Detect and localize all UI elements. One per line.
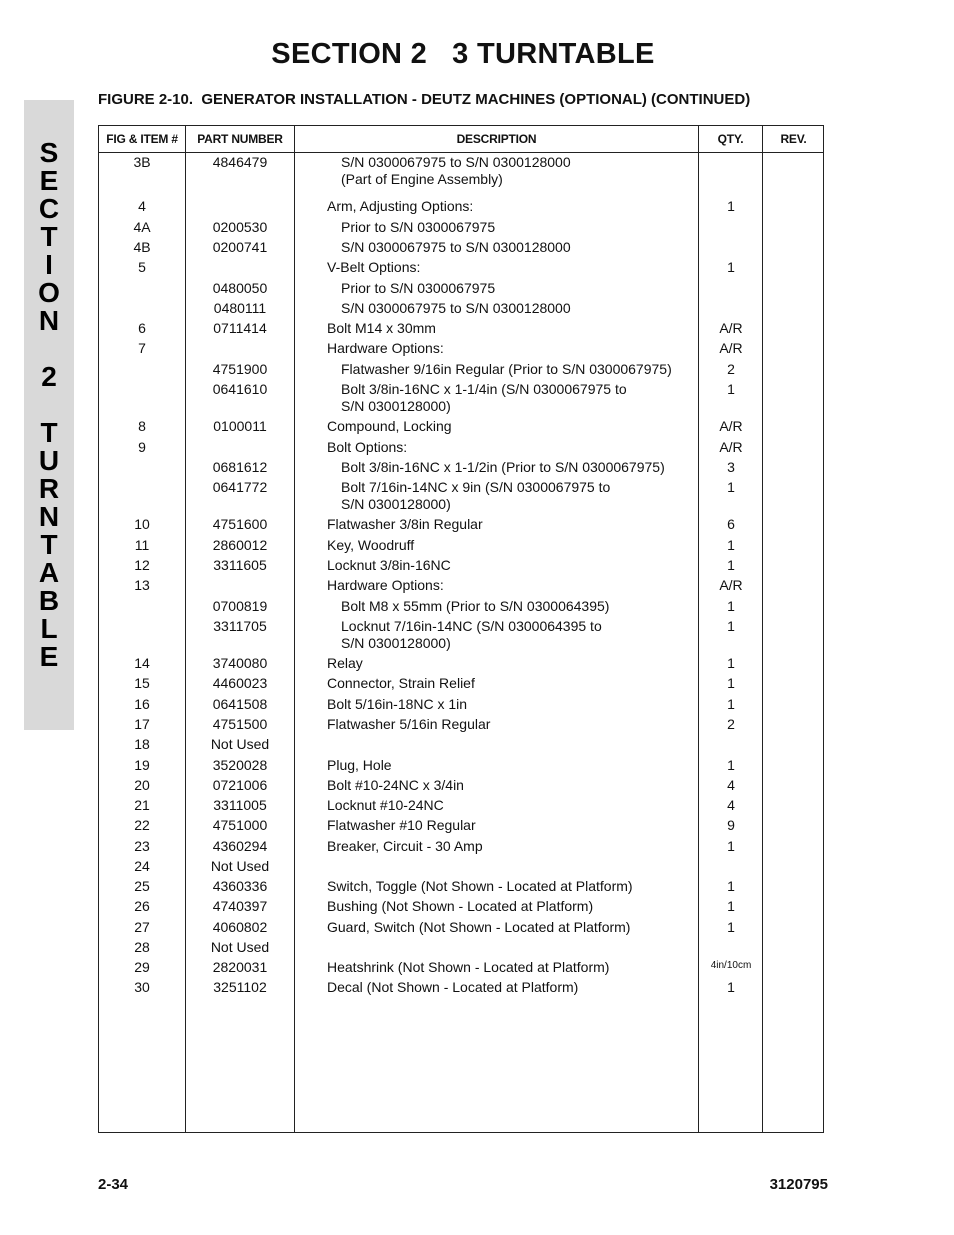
part-number-cell: 0480111	[213, 300, 267, 316]
part-number-cell: 3251102	[213, 979, 267, 995]
header-description: DESCRIPTION	[456, 132, 537, 146]
side-tab-letter: S	[39, 137, 59, 168]
item-number-cell: 4B	[133, 239, 151, 255]
side-tab-letter: C	[38, 193, 60, 224]
description-cell: Guard, Switch (Not Shown - Located at Platform)	[327, 919, 631, 935]
part-number-cell: 4846479	[212, 154, 268, 170]
qty-cell: A/R	[719, 340, 743, 356]
part-number-cell: 4751900	[212, 361, 268, 377]
description-cell: Flatwasher #10 Regular	[327, 817, 476, 833]
description-cell: V-Belt Options:	[327, 259, 421, 275]
qty-cell: 1	[727, 898, 735, 914]
section-side-tab	[24, 100, 74, 730]
qty-cell: 1	[727, 259, 735, 275]
part-number-cell: 3740080	[212, 655, 268, 671]
side-tab-letter: T	[40, 221, 58, 252]
item-number-cell: 5	[138, 259, 146, 275]
qty-cell: 4	[727, 797, 735, 813]
part-number-cell: 0641508	[212, 696, 268, 712]
side-tab-letter: 2	[41, 361, 57, 392]
part-number-cell: 4460023	[212, 675, 268, 691]
side-tab-letter: I	[45, 249, 53, 280]
item-number-cell: 25	[134, 878, 150, 894]
part-number-cell: 4751600	[212, 516, 268, 532]
part-number-cell: Not Used	[210, 858, 270, 874]
part-number-cell: 3311605	[213, 557, 267, 573]
side-tab-letter: N	[38, 305, 60, 336]
description-cell: Compound, Locking	[327, 418, 452, 434]
description-cell: S/N 0300067975 to S/N 0300128000	[341, 239, 571, 255]
qty-cell: 1	[727, 198, 735, 214]
item-number-cell: 7	[138, 340, 146, 356]
qty-cell: 1	[727, 598, 735, 614]
side-tab-letter: N	[38, 501, 60, 532]
part-number-cell: 0711414	[213, 320, 267, 336]
qty-cell: 2	[727, 716, 735, 732]
item-number-cell: 23	[134, 838, 150, 854]
description-cell: Plug, Hole	[327, 757, 392, 773]
qty-cell: 1	[727, 675, 735, 691]
item-number-cell: 13	[134, 577, 150, 593]
qty-cell: 1	[727, 655, 735, 671]
part-number-cell: 0681612	[212, 459, 268, 475]
description-cell: Relay	[327, 655, 363, 671]
side-tab-letter: A	[38, 557, 60, 588]
part-number-cell: 2820031	[212, 959, 268, 975]
description-cell: Flatwasher 5/16in Regular	[327, 716, 491, 732]
item-number-cell: 22	[134, 817, 150, 833]
item-number-cell: 20	[134, 777, 150, 793]
header-qty: QTY.	[717, 132, 744, 146]
part-number-cell: 4360294	[212, 838, 268, 854]
part-number-cell: 0200741	[212, 239, 268, 255]
side-tab-letter: E	[39, 641, 59, 672]
section-title: SECTION 2 3 TURNTABLE	[271, 38, 655, 70]
description-cell: S/N 0300067975 to S/N 0300128000 (Part of Engine Assembly)	[341, 154, 571, 187]
item-number-cell: 6	[138, 320, 146, 336]
qty-cell: 2	[727, 361, 735, 377]
side-tab-letter: E	[39, 165, 59, 196]
item-number-cell: 29	[134, 959, 150, 975]
qty-cell: 1	[727, 618, 735, 634]
item-number-cell: 18	[134, 736, 150, 752]
parts-table	[98, 125, 824, 1133]
item-number-cell: 27	[134, 919, 150, 935]
description-cell: Flatwasher 9/16in Regular (Prior to S/N 0300067975)	[341, 361, 672, 377]
qty-cell: A/R	[719, 439, 743, 455]
part-number-cell: Not Used	[210, 939, 270, 955]
description-cell: Prior to S/N 0300067975	[341, 280, 496, 296]
item-number-cell: 15	[134, 675, 150, 691]
qty-cell: 1	[727, 878, 735, 894]
part-number-cell: 4751500	[212, 716, 268, 732]
part-number-cell: 0641772	[212, 479, 268, 495]
part-number-cell: 0721006	[212, 777, 268, 793]
qty-cell: 1	[727, 381, 735, 397]
description-cell: Locknut #10-24NC	[327, 797, 444, 813]
description-cell: Prior to S/N 0300067975	[341, 219, 496, 235]
side-tab-letter: R	[38, 473, 60, 504]
qty-cell: 1	[727, 696, 735, 712]
item-number-cell: 4	[138, 198, 146, 214]
part-number-cell: Not Used	[210, 736, 270, 752]
header-fig-item: FIG & ITEM #	[106, 132, 178, 146]
header-divider	[99, 152, 823, 153]
qty-cell: A/R	[719, 320, 743, 336]
item-number-cell: 4A	[133, 219, 151, 235]
qty-cell: A/R	[719, 577, 743, 593]
description-cell: Hardware Options:	[327, 340, 444, 356]
qty-cell: 1	[727, 838, 735, 854]
document-number: 3120795	[769, 1176, 828, 1193]
part-number-cell: 4740397	[212, 898, 268, 914]
description-cell: Bushing (Not Shown - Located at Platform)	[327, 898, 594, 914]
side-tab-letter: B	[38, 585, 60, 616]
description-cell: S/N 0300067975 to S/N 0300128000	[341, 300, 571, 316]
part-number-cell: 0100011	[213, 418, 267, 434]
part-number-cell: 0700819	[212, 598, 268, 614]
part-number-cell: 4060802	[212, 919, 268, 935]
page-number: 2-34	[98, 1176, 129, 1193]
side-tab-letter: T	[40, 417, 58, 448]
item-number-cell: 3B	[133, 154, 151, 170]
description-cell: Connector, Strain Relief	[327, 675, 475, 691]
item-number-cell: 11	[134, 537, 150, 553]
qty-cell: 9	[727, 817, 735, 833]
header-rev: REV.	[780, 132, 807, 146]
item-number-cell: 28	[134, 939, 150, 955]
qty-cell: 4in/10cm	[710, 960, 752, 971]
part-number-cell: 0641610	[212, 381, 268, 397]
item-number-cell: 12	[134, 557, 150, 573]
description-cell: Bolt 3/8in-16NC x 1-1/2in (Prior to S/N 0300067975)	[341, 459, 665, 475]
description-cell: Bolt M8 x 55mm (Prior to S/N 0300064395)	[341, 598, 610, 614]
qty-cell: 4	[727, 777, 735, 793]
figure-title: FIGURE 2-10. GENERATOR INSTALLATION - DEUTZ MACHINES (OPTIONAL) (CONTINUED)	[98, 91, 751, 108]
qty-cell: 6	[727, 516, 735, 532]
item-number-cell: 8	[138, 418, 146, 434]
description-cell: Heatshrink (Not Shown - Located at Platform)	[327, 959, 610, 975]
part-number-cell: 4360336	[212, 878, 268, 894]
description-cell: Key, Woodruff	[327, 537, 415, 553]
item-number-cell: 10	[134, 516, 150, 532]
header-part-number: PART NUMBER	[197, 132, 283, 146]
item-number-cell: 24	[134, 858, 150, 874]
part-number-cell: 3520028	[212, 757, 268, 773]
qty-cell: 1	[727, 557, 735, 573]
qty-cell: 1	[727, 537, 735, 553]
description-cell: Breaker, Circuit - 30 Amp	[327, 838, 483, 854]
item-number-cell: 9	[138, 439, 146, 455]
description-cell: Bolt 5/16in-18NC x 1in	[327, 696, 468, 712]
description-cell: Decal (Not Shown - Located at Platform)	[327, 979, 579, 995]
side-tab-letter: L	[40, 613, 58, 644]
column-divider	[294, 126, 295, 1132]
qty-cell: 1	[727, 479, 735, 495]
description-cell: Bolt 3/8in-16NC x 1-1/4in (S/N 0300067975 to S/N 0300128000)	[341, 381, 627, 414]
item-number-cell: 19	[134, 757, 150, 773]
part-number-cell: 3311705	[213, 618, 267, 634]
item-number-cell: 26	[134, 898, 150, 914]
side-tab-letter: T	[40, 529, 58, 560]
qty-cell: 1	[727, 919, 735, 935]
item-number-cell: 14	[134, 655, 150, 671]
qty-cell: 3	[727, 459, 735, 475]
item-number-cell: 16	[134, 696, 150, 712]
part-number-cell: 3311005	[213, 797, 267, 813]
description-cell: Bolt Options:	[327, 439, 408, 455]
description-cell: Flatwasher 3/8in Regular	[327, 516, 483, 532]
item-number-cell: 17	[134, 716, 150, 732]
description-cell: Locknut 7/16in-14NC (S/N 0300064395 to S/N 0300128000)	[341, 618, 602, 651]
part-number-cell: 0480050	[212, 280, 268, 296]
side-tab-letter: O	[38, 277, 60, 308]
description-cell: Switch, Toggle (Not Shown - Located at Platform)	[327, 878, 633, 894]
qty-cell: 1	[727, 757, 735, 773]
description-cell: Arm, Adjusting Options:	[327, 198, 474, 214]
description-cell: Bolt M14 x 30mm	[327, 320, 436, 336]
item-number-cell: 30	[134, 979, 150, 995]
part-number-cell: 2860012	[212, 537, 268, 553]
part-number-cell: 0200530	[212, 219, 268, 235]
description-cell: Bolt #10-24NC x 3/4in	[327, 777, 464, 793]
qty-cell: 1	[727, 979, 735, 995]
part-number-cell: 4751000	[212, 817, 268, 833]
item-number-cell: 21	[134, 797, 150, 813]
description-cell: Locknut 3/8in-16NC	[327, 557, 451, 573]
description-cell: Hardware Options:	[327, 577, 444, 593]
qty-cell: A/R	[719, 418, 743, 434]
side-tab-letter: U	[38, 445, 60, 476]
description-cell: Bolt 7/16in-14NC x 9in (S/N 0300067975 to S/N 0300128000)	[341, 479, 611, 512]
